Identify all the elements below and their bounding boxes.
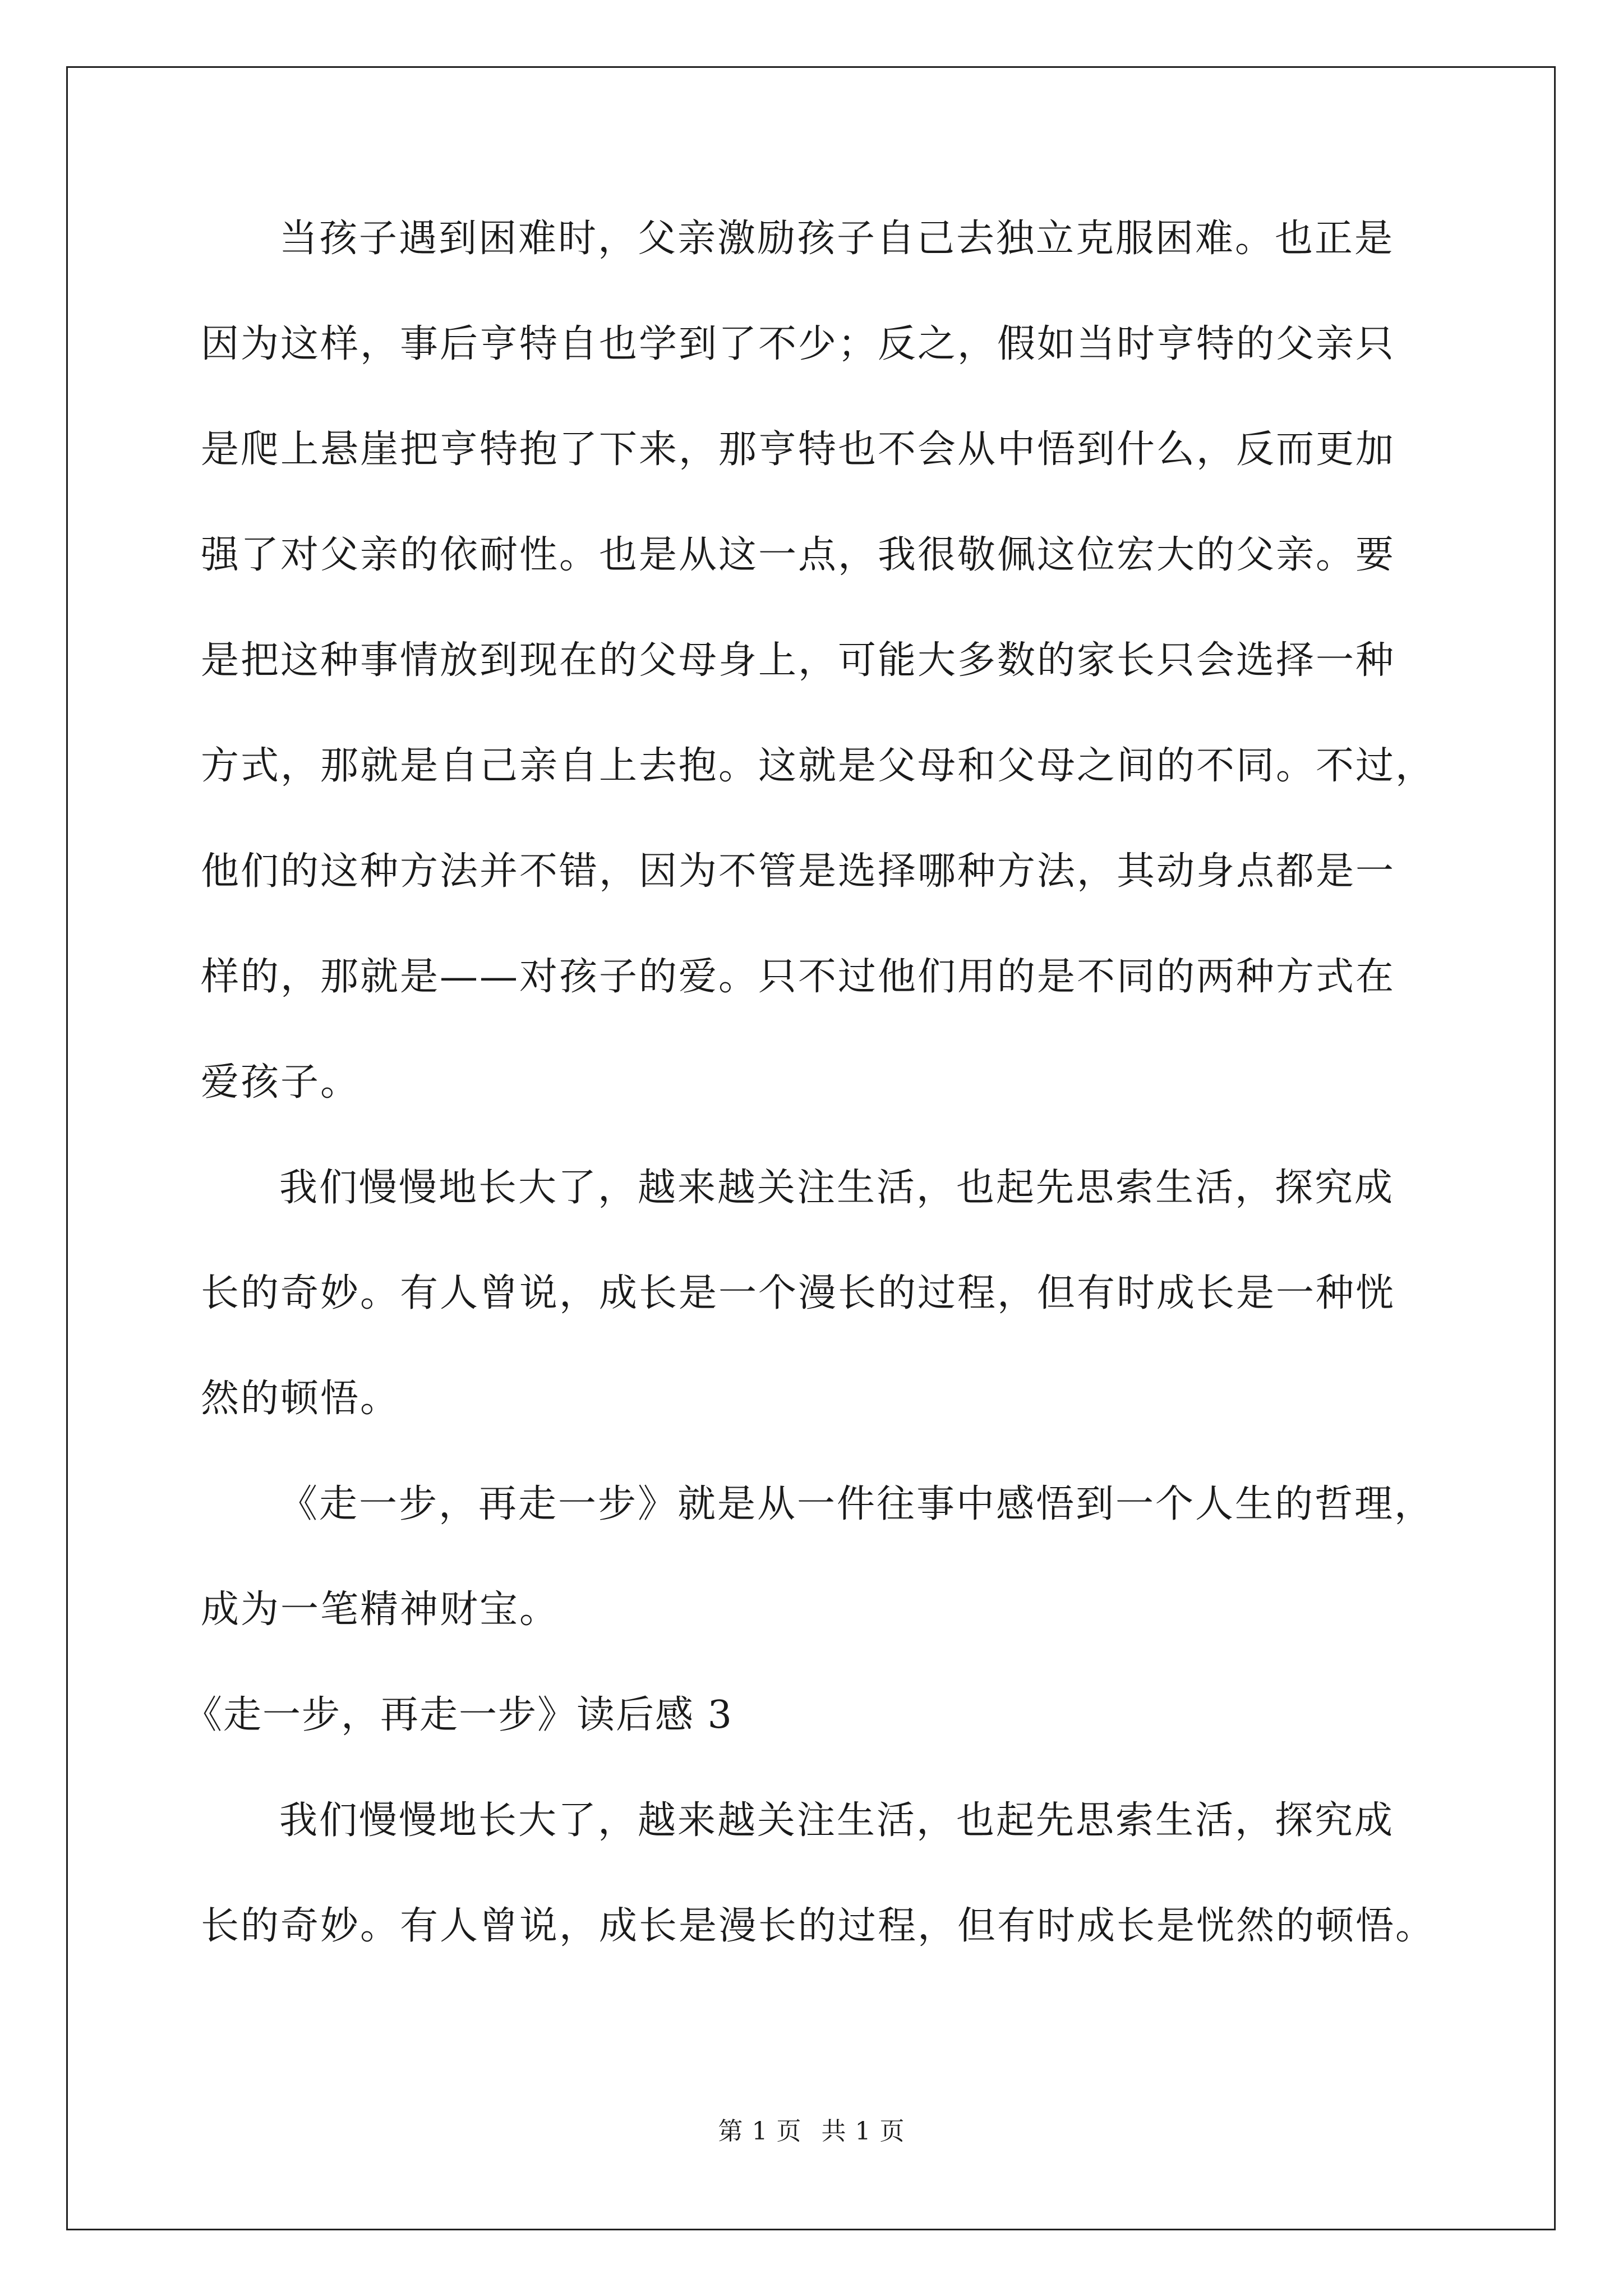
paragraph-line: 是把这种事情放到现在的父母身上，可能大多数的家长只会选择一种 bbox=[201, 638, 1396, 683]
paragraph-line: 因为这样，事后亨特自也学到了不少；反之，假如当时亨特的父亲只 bbox=[201, 322, 1396, 366]
page-number: 第 1 页 bbox=[718, 2117, 802, 2146]
paragraph-line: 爱孩子。 bbox=[201, 1060, 361, 1105]
paragraph-line: 当孩子遇到困难时，父亲激励孩子自己去独立克服困难。也正是 bbox=[279, 217, 1395, 261]
paragraph-line: 样的，那就是——对孩子的爱。只不过他们用的是不同的两种方式在 bbox=[201, 955, 1396, 999]
paragraph-line: 然的顿悟。 bbox=[201, 1377, 400, 1421]
paragraph-line: 长的奇妙。有人曾说，成长是漫长的过程，但有时成长是恍然的顿悟。 bbox=[201, 1904, 1436, 1948]
page-footer bbox=[0, 2115, 1623, 2148]
paragraph-line: 是爬上悬崖把亨特抱了下来，那亨特也不会从中悟到什么，反而更加 bbox=[201, 427, 1396, 472]
paragraph-line: 成为一笔精神财宝。 bbox=[201, 1588, 560, 1632]
paragraph-line: 他们的这种方法并不错，因为不管是选择哪种方法，其动身点都是一 bbox=[201, 849, 1396, 894]
paragraph-line: 长的奇妙。有人曾说，成长是一个漫长的过程，但有时成长是一种恍 bbox=[201, 1271, 1396, 1315]
page-total: 共 1 页 bbox=[821, 2117, 905, 2146]
paragraph-line: 《走一步，再走一步》就是从一件往事中感悟到一个人生的哲理， bbox=[279, 1482, 1435, 1526]
paragraph-line: 强了对父亲的依耐性。也是从这一点，我很敬佩这位宏大的父亲。要 bbox=[201, 533, 1396, 577]
section-heading: 《走一步，再走一步》读后感 3 bbox=[184, 1693, 733, 1737]
paragraph-line: 我们慢慢地长大了，越来越关注生活，也起先思索生活，探究成 bbox=[279, 1166, 1395, 1210]
paragraph-line: 我们慢慢地长大了，越来越关注生活，也起先思索生活，探究成 bbox=[279, 1798, 1395, 1843]
paragraph-line: 方式，那就是自己亲自上去抱。这就是父母和父母之间的不同。不过， bbox=[201, 744, 1436, 788]
